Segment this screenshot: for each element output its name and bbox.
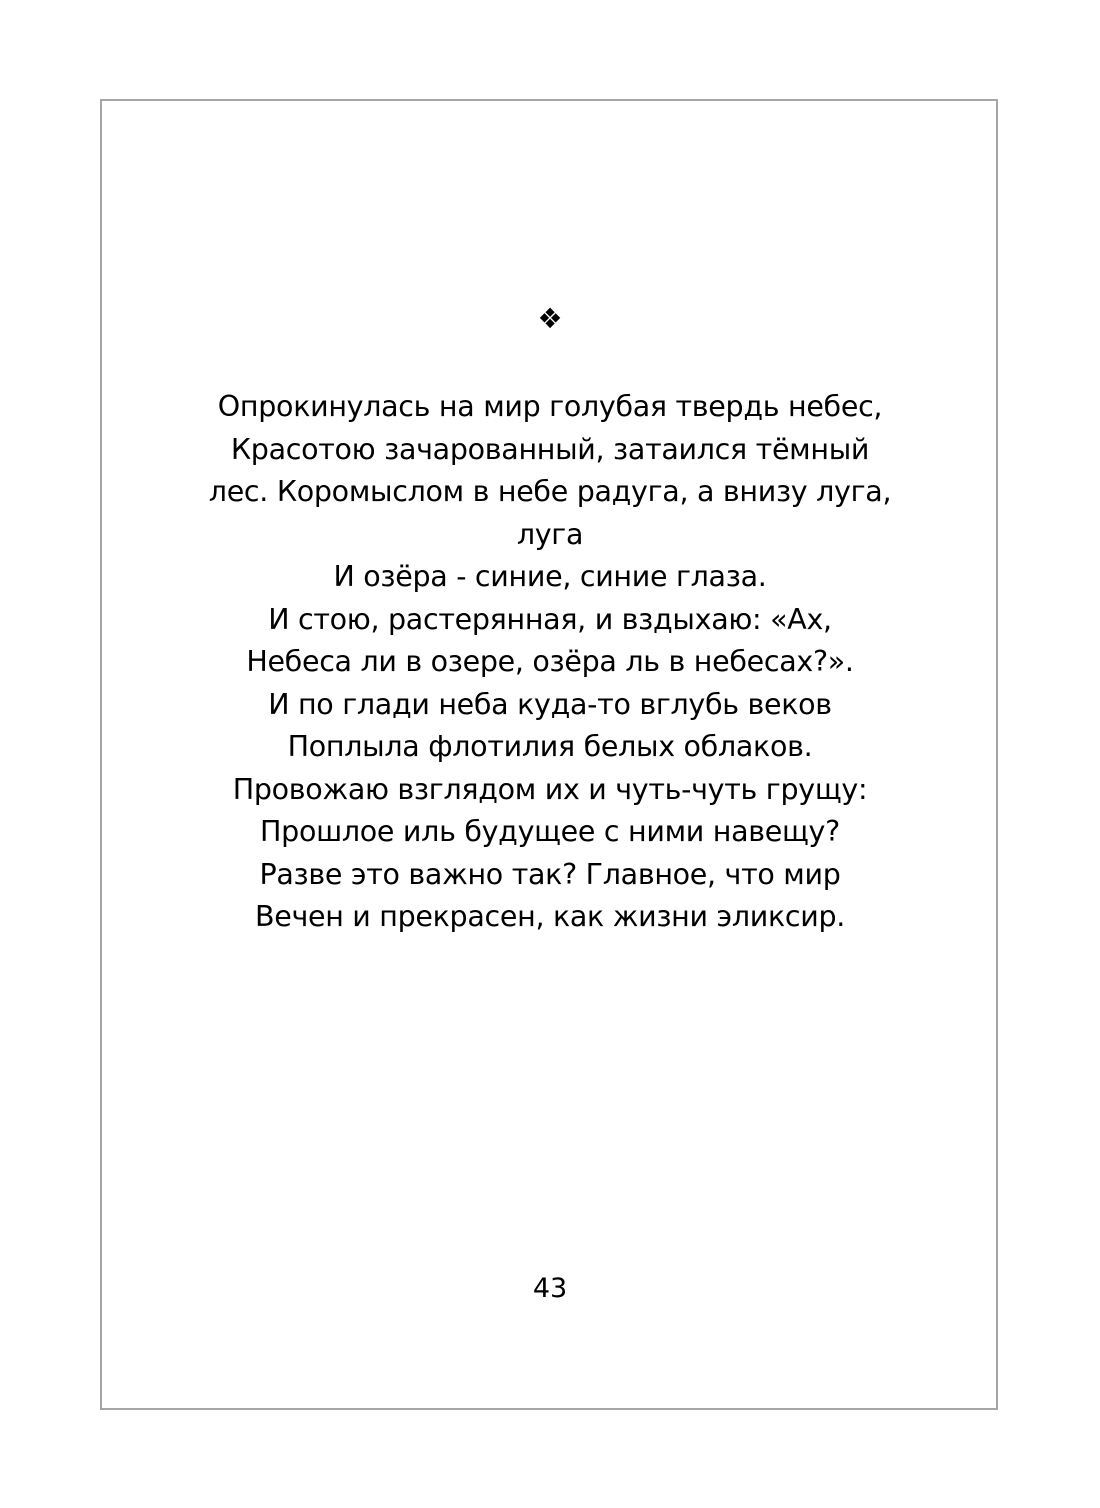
poem-line: Красотою зачарованный, затаился тёмный <box>230 432 870 466</box>
page-number: 43 <box>532 1273 568 1304</box>
poem-line: Разве это важно так? Главное, что мир <box>259 857 841 891</box>
poem-line: Провожаю взглядом их и чуть-чуть грущу: <box>232 772 868 806</box>
poem-text <box>0 386 1100 939</box>
poem-line: лес. Коромыслом в небе радуга, а внизу луга, <box>208 475 892 508</box>
poem-line: Поплыла флотилия белых облаков. <box>287 730 813 763</box>
poem-line: Опрокинулась на мир голубая твердь небес, <box>217 390 883 423</box>
poem-line: Прошлое иль будущее с ними навещу? <box>260 815 840 848</box>
poem-line: И по глади неба куда-то вглубь веков <box>268 687 832 721</box>
poem-line: И озёра - синие, синие глаза. <box>333 560 767 593</box>
poem-line: Вечен и прекрасен, как жизни эликсир. <box>254 900 846 933</box>
poem-line: луга <box>516 517 584 551</box>
poem-line: И стою, растерянная, и вздыхаю: «Ах, <box>268 602 832 636</box>
poem-line: Небеса ли в озере, озёра ль в небесах?». <box>246 645 854 678</box>
ornament-icon: ❖ <box>537 302 563 335</box>
